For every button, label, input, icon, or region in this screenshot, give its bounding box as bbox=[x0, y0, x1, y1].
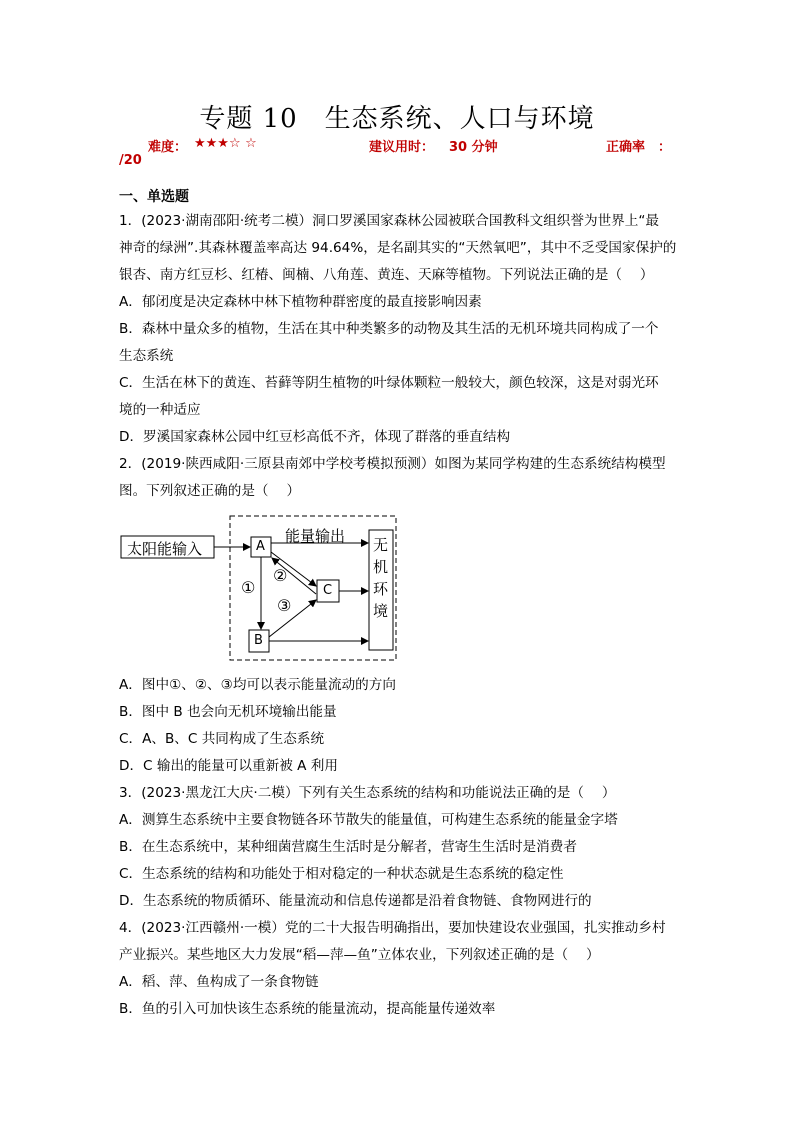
question-3-option-d: D．生态系统的物质循环、能量流动和信息传递都是沿着食物链、食物网进行的 bbox=[119, 893, 592, 909]
question-1-stem: 神奇的绿洲”.其森林覆盖率高达 94.64%，是名副其实的“天然氧吧”，其中不乏受国家保护的 bbox=[119, 240, 677, 256]
question-2-option-d: D．C 输出的能量可以重新被 A 利用 bbox=[119, 758, 338, 774]
question-1-option-d: D．罗溪国家森林公园中红豆杉高低不齐，体现了群落的垂直结构 bbox=[119, 429, 511, 445]
question-4-option-a: A．稻、萍、鱼构成了一条食物链 bbox=[119, 974, 319, 990]
question-4-stem: 4．(2023·江西赣州·一模）党的二十大报告明确指出，要加快建设农业强国，扎实推动乡村 bbox=[119, 920, 666, 936]
ecosystem-diagram bbox=[119, 514, 409, 664]
question-3-option-a: A．测算生态系统中主要食物链各环节散失的能量值，可构建生态系统的能量金字塔 bbox=[119, 812, 618, 828]
question-1-option-b: B．森林中量众多的植物，生活在其中种类繁多的动物及其生活的无机环境共同构成了一个 bbox=[119, 321, 659, 337]
arrow-3-label: ③ bbox=[277, 596, 292, 615]
accuracy-value: /20 bbox=[119, 153, 142, 168]
question-1-stem: 银杏、南方红豆杉、红椿、闽楠、八角莲、黄连、天麻等植物。下列说法正确的是（ ） bbox=[119, 267, 654, 283]
energy-output-label: 能量输出 bbox=[285, 527, 346, 545]
question-2-stem: 2．(2019·陕西咸阳·三原县南郊中学校考模拟预测）如图为某同学构建的生态系统结构模型 bbox=[119, 456, 666, 472]
question-1-stem: 1．(2023·湖南邵阳·统考二模）洞口罗溪国家森林公园被联合国教科文组织誉为世界上“最 bbox=[119, 213, 660, 229]
question-3-stem: 3．(2023·黑龙江大庆·二模）下列有关生态系统的结构和功能说法正确的是（ ） bbox=[119, 785, 616, 801]
node-c: C bbox=[323, 583, 333, 598]
question-3-option-c: C．生态系统的结构和功能处于相对稳定的一种状态就是生态系统的稳定性 bbox=[119, 866, 564, 882]
node-a: A bbox=[256, 539, 265, 554]
difficulty-stars: ★★★☆ ☆ bbox=[194, 136, 257, 151]
time-value: 30 分钟 bbox=[449, 140, 498, 155]
arrow-1-label: ① bbox=[241, 578, 256, 597]
solar-input-label: 太阳能输入 bbox=[127, 540, 203, 558]
page-title: 专题 10 生态系统、人口与环境 bbox=[199, 104, 595, 134]
question-2-stem: 图。下列叙述正确的是（ ） bbox=[119, 483, 301, 499]
inorganic-environment-label: 无机环境 bbox=[373, 536, 389, 620]
question-2-option-a: A．图中①、②、③均可以表示能量流动的方向 bbox=[119, 677, 396, 693]
question-1-option-c: 境的一种适应 bbox=[119, 402, 201, 418]
node-b: B bbox=[254, 633, 263, 648]
time-label: 建议用时： bbox=[369, 140, 435, 155]
question-2-option-c: C．A、B、C 共同构成了生态系统 bbox=[119, 731, 325, 747]
question-1-option-b: 生态系统 bbox=[119, 348, 174, 364]
question-3-option-b: B．在生态系统中，某种细菌营腐生生活时是分解者，营寄生生活时是消费者 bbox=[119, 839, 577, 855]
accuracy-label: 正确率 ： bbox=[606, 140, 672, 155]
question-4-stem: 产业振兴。某些地区大力发展“稻—萍—鱼”立体农业，下列叙述正确的是（ ） bbox=[119, 947, 600, 963]
question-1-option-c: C．生活在林下的黄连、苔藓等阴生植物的叶绿体颗粒一般较大，颜色较深，这是对弱光环 bbox=[119, 375, 659, 391]
section-heading: 一、单选题 bbox=[119, 189, 189, 205]
question-2-option-b: B．图中 B 也会向无机环境输出能量 bbox=[119, 704, 337, 720]
question-1-option-a: A．郁闭度是决定森林中林下植物种群密度的最直接影响因素 bbox=[119, 294, 482, 310]
question-4-option-b: B．鱼的引入可加快该生态系统的能量流动，提高能量传递效率 bbox=[119, 1001, 496, 1017]
arrow-2-label: ② bbox=[273, 566, 288, 585]
difficulty-label: 难度： bbox=[148, 140, 188, 155]
